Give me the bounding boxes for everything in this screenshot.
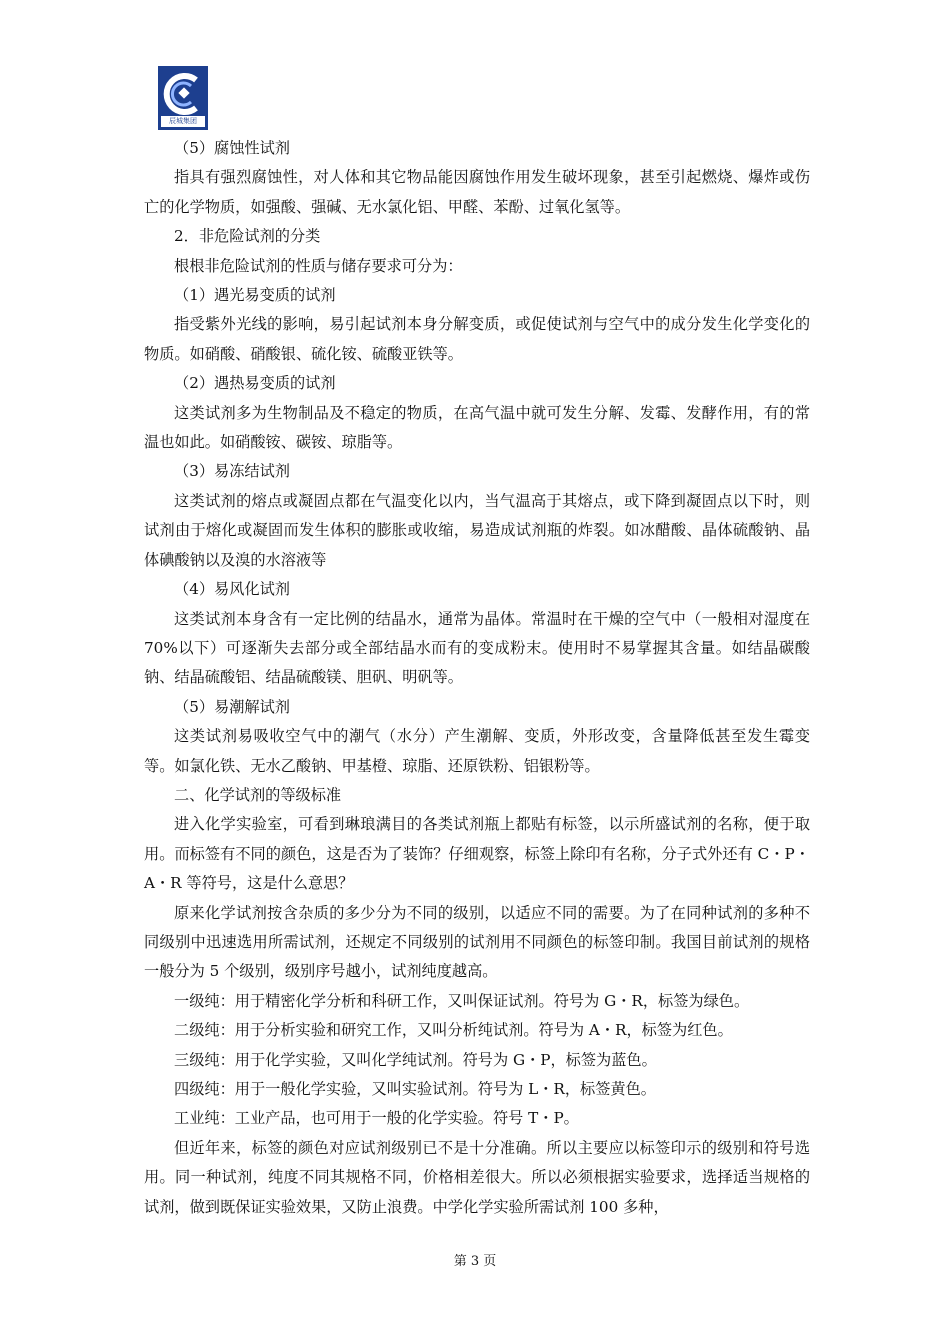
paragraph-grade-2: 二级纯：用于分析实验和研究工作，又叫分析纯试剂。符号为 A・R，标签为红色。 xyxy=(174,1021,733,1040)
heading-freezable: （3）易冻结试剂 xyxy=(174,462,290,481)
paragraph-grade-industrial: 工业纯：工业产品，也可用于一般的化学实验。符号 T・P。 xyxy=(174,1109,579,1128)
page-number: 第 3 页 xyxy=(453,1254,497,1269)
paragraph-label-accuracy: 但近年来，标签的颜色对应试剂级别已不是十分准确。所以主要应以标签印示的级别和符号选用。同一种试剂，纯度不同其规格不同，价格相差很大。所以必须根据实验要求，选择适当规格的试剂，做到既保证实验效果，又防止浪费。中学化学实验所需试剂 100 多种， xyxy=(144,1138,810,1216)
heading-heat-sensitive: （2）遇热易变质的试剂 xyxy=(174,374,336,393)
heading-non-hazardous-classification: 2．非危险试剂的分类 xyxy=(174,227,321,246)
paragraph-heat-sensitive: 这类试剂多为生物制品及不稳定的物质，在高气温中就可发生分解、发霉、发酵作用，有的常温也如此。如硝酸铵、碳铵、琼脂等。 xyxy=(144,403,810,452)
heading-grade-standards: 二、化学试剂的等级标准 xyxy=(174,785,342,804)
paragraph-freezable: 这类试剂的熔点或凝固点都在气温变化以内，当气温高于其熔点，或下降到凝固点以下时，则试剂由于熔化或凝固而发生体积的膨胀或收缩，易造成试剂瓶的炸裂。如冰醋酸、晶体硫酸钠、晶体碘酸钠以及溴的水溶液等 xyxy=(144,491,810,569)
paragraph-grade-origin: 原来化学试剂按含杂质的多少分为不同的级别，以适应不同的需要。为了在同种试剂的多种不同级别中迅速选用所需试剂，还规定不同级别的试剂用不同颜色的标签印制。我国目前试剂的规格一般分为 5 个级别，级别序号越小，试剂纯度越高。 xyxy=(144,903,810,981)
paragraph-grade-1: 一级纯：用于精密化学分析和科研工作，又叫保证试剂。符号为 G・R，标签为绿色。 xyxy=(174,991,750,1010)
heading-deliquescent: （5）易潮解试剂 xyxy=(174,697,290,716)
paragraph-deliquescent: 这类试剂易吸收空气中的潮气（水分）产生潮解、变质，外形改变，含量降低甚至发生霉变等。如氯化铁、无水乙酸钠、甲基橙、琼脂、还原铁粉、铝银粉等。 xyxy=(144,727,810,775)
paragraph-classification-intro: 根根非危险试剂的性质与储存要求可分为： xyxy=(174,256,463,275)
paragraph-efflorescent: 这类试剂本身含有一定比例的结晶水，通常为晶体。常温时在干燥的空气中（一般相对湿度在 70%以下）可逐渐失去部分或全部结晶水而有的变成粉末。使用时不易掌握其含量。如结晶碳酸钠、结晶硫酸铝、结晶硫酸镁、胆矾、明矾等。 xyxy=(144,609,810,687)
paragraph-corrosive-description: 指具有强烈腐蚀性，对人体和其它物品能因腐蚀作用发生破坏现象，甚至引起燃烧、爆炸或伤亡的化学物质，如强酸、强碱、无水氯化铝、甲醛、苯酚、过氧化氢等。 xyxy=(144,168,810,216)
company-logo xyxy=(158,66,208,130)
logo-caption: 辰城集团 xyxy=(169,117,197,125)
paragraph-light-sensitive: 指受紫外光线的影响，易引起试剂本身分解变质，或促使试剂与空气中的成分发生化学变化的物质。如硝酸、硝酸银、硫化铵、硫酸亚铁等。 xyxy=(144,315,810,363)
paragraph-grade-3: 三级纯：用于化学实验，又叫化学纯试剂。符号为 G・P，标签为蓝色。 xyxy=(174,1050,657,1069)
heading-corrosive-reagents: （5）腐蚀性试剂 xyxy=(174,139,290,157)
paragraph-grade-4: 四级纯：用于一般化学实验，又叫实验试剂。符号为 L・R，标签黄色。 xyxy=(174,1080,656,1098)
heading-efflorescent: （4）易风化试剂 xyxy=(174,580,290,599)
heading-light-sensitive: （1）遇光易变质的试剂 xyxy=(174,286,336,305)
paragraph-lab-labels: 进入化学实验室，可看到琳琅满目的各类试剂瓶上都贴有标签，以示所盛试剂的名称，便于取用。而标签有不同的颜色，这是否为了装饰？仔细观察，标签上除印有名称，分子式外还有 C・P・A・R 等符号，这是什么意思？ xyxy=(144,815,810,893)
document-body xyxy=(144,134,810,1222)
